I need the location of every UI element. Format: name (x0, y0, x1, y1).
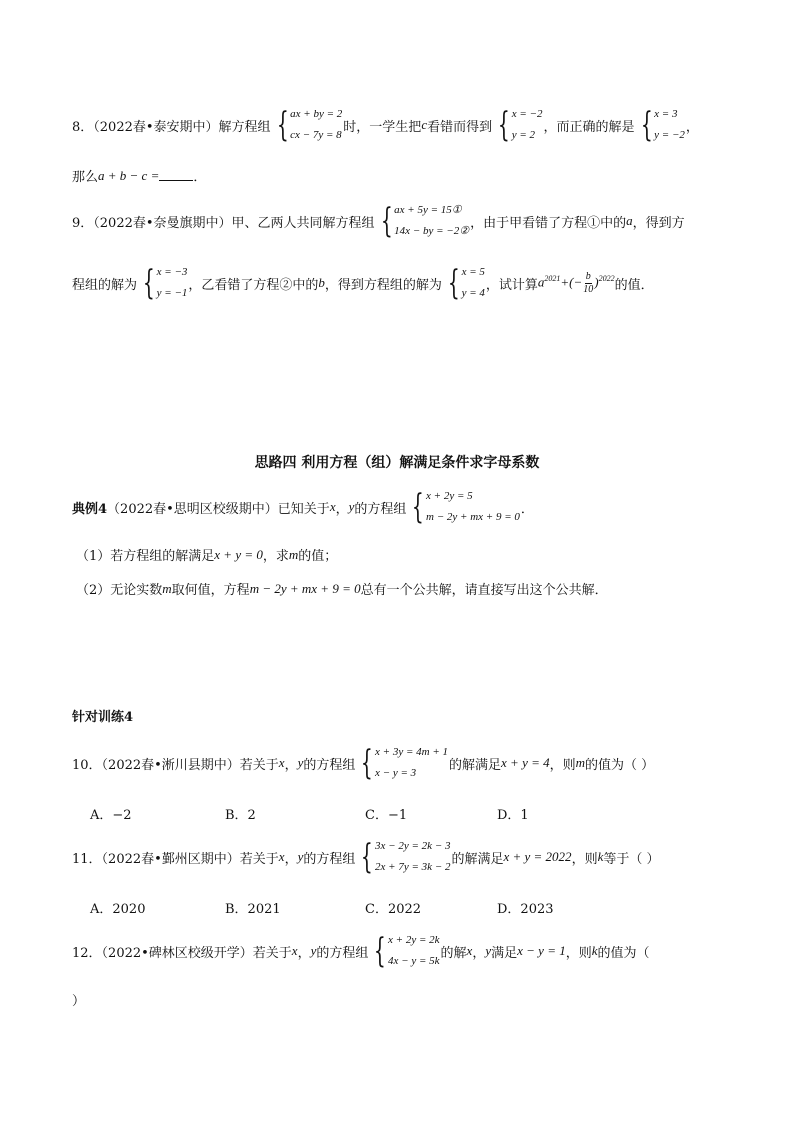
ex4-label: 典例4 (72, 501, 108, 517)
q11-system: { 3x − 2y = 2k − 3 2x + 7y = 3k − 2 (361, 837, 451, 877)
q12-system: { x + 2y = 2k 4x − y = 5k (374, 931, 440, 971)
q11-option-a[interactable]: A．2020 (90, 902, 146, 917)
q8-system1: { ax + by = 2 cx − 7y = 8 (276, 105, 343, 145)
brace-icon: { (142, 263, 155, 303)
q11-option-c[interactable]: C．2022 (365, 902, 422, 917)
q12-line1: 12．（2022•碑林区校级开学）若关于 x ， y 的方程组 { x + 2y = 2k 4x − y = 5k 的解 x ， y 满足 x − y = 1 ，则 k 的值为（ (72, 931, 650, 971)
answer-blank (159, 170, 193, 181)
q10-option-a[interactable]: A．−2 (90, 808, 132, 823)
brace-icon: { (276, 105, 289, 145)
brace-icon: { (412, 487, 425, 527)
q11-option-d[interactable]: D．2023 (497, 902, 554, 917)
q10-system: { x + 3y = 4m + 1 x − y = 3 (361, 743, 449, 783)
q8-line1: 8．（2022春•泰安期中）解方程组 { ax + by = 2 cx − 7y = 8 时，一学生把 c 看错而得到 { x = −2 y = 2 ，而正确的解是 { x = 3 y = −2 ， (72, 105, 699, 145)
ex4-part1: （1）若方程组的解满足 x + y = 0 ，求 m 的值； (76, 546, 338, 564)
brace-icon: { (447, 263, 460, 303)
brace-icon: { (374, 931, 387, 971)
q8-system2: { x = −2 y = 2 (497, 105, 543, 145)
q10-line1: 10．（2022春•淅川县期中）若关于 x ， y 的方程组 { x + 3y = 4m + 1 x − y = 3 的解满足 x + y = 4 ，则 m 的值为（ ） (72, 743, 655, 783)
section-heading: 思路四 利用方程（组）解满足条件求字母系数 (254, 455, 540, 471)
q9-expression: $a^{2021}+(-$ $\frac{b}{10}$ )$^{2022}$ (537, 270, 615, 295)
q9-system1: { ax + 5y = 15① 14x − by = −2② (380, 201, 470, 241)
brace-icon: { (640, 105, 653, 145)
q9-line2: 程组的解为 { x = −3 y = −1 ，乙看错了方程②中的 b ，得到方程组的解为 { x = 5 y = 4 ，试计算 $a^{2021}+(-$ $\frac{b}{10}$ )$^{2022}$ 的值． (72, 263, 654, 303)
q10-option-d[interactable]: D．1 (497, 808, 529, 823)
q10-option-b[interactable]: B．2 (225, 808, 256, 823)
ex4-line1: 典例4 （2022春•思明区校级期中）已知关于 x ， y 的方程组 { x + 2y = 5 m − 2y + mx + 9 = 0 ． (72, 487, 534, 527)
brace-icon: { (361, 743, 374, 783)
brace-icon: { (497, 105, 510, 145)
q12-line2: ） (72, 994, 86, 1009)
q9-system2: { x = −3 y = −1 (142, 263, 188, 303)
ex4-system: { x + 2y = 5 m − 2y + mx + 9 = 0 (412, 487, 520, 527)
q9-system3: { x = 5 y = 4 (447, 263, 485, 303)
q9-line1: 9．（2022春•奈曼旗期中）甲、乙两人共同解方程组 { ax + 5y = 15① 14x − by = −2② ，由于甲看错了方程①中的 a ，得到方 (72, 201, 685, 241)
q8-system3: { x = 3 y = −2 (640, 105, 685, 145)
training-heading: 针对训练4 (72, 710, 134, 725)
q11-option-b[interactable]: B．2021 (225, 902, 281, 917)
brace-icon: { (380, 201, 393, 241)
q8-prefix: 8．（2022春•泰安期中）解方程组 (72, 119, 271, 135)
q8-line2: 那么 a + b − c = ． (72, 167, 207, 185)
q11-line1: 11．（2022春•鄞州区期中）若关于 x ， y 的方程组 { 3x − 2y = 2k − 3 2x + 7y = 3k − 2 的解满足 x + y = 2022 ，则 k 等于（ ） (72, 837, 660, 877)
brace-icon: { (361, 837, 374, 877)
ex4-part2: （2）无论实数 m 取何值，方程 m − 2y + mx + 9 = 0 总有一个公共解，请直接写出这个公共解． (76, 580, 608, 598)
q10-option-c[interactable]: C．−1 (365, 808, 408, 823)
